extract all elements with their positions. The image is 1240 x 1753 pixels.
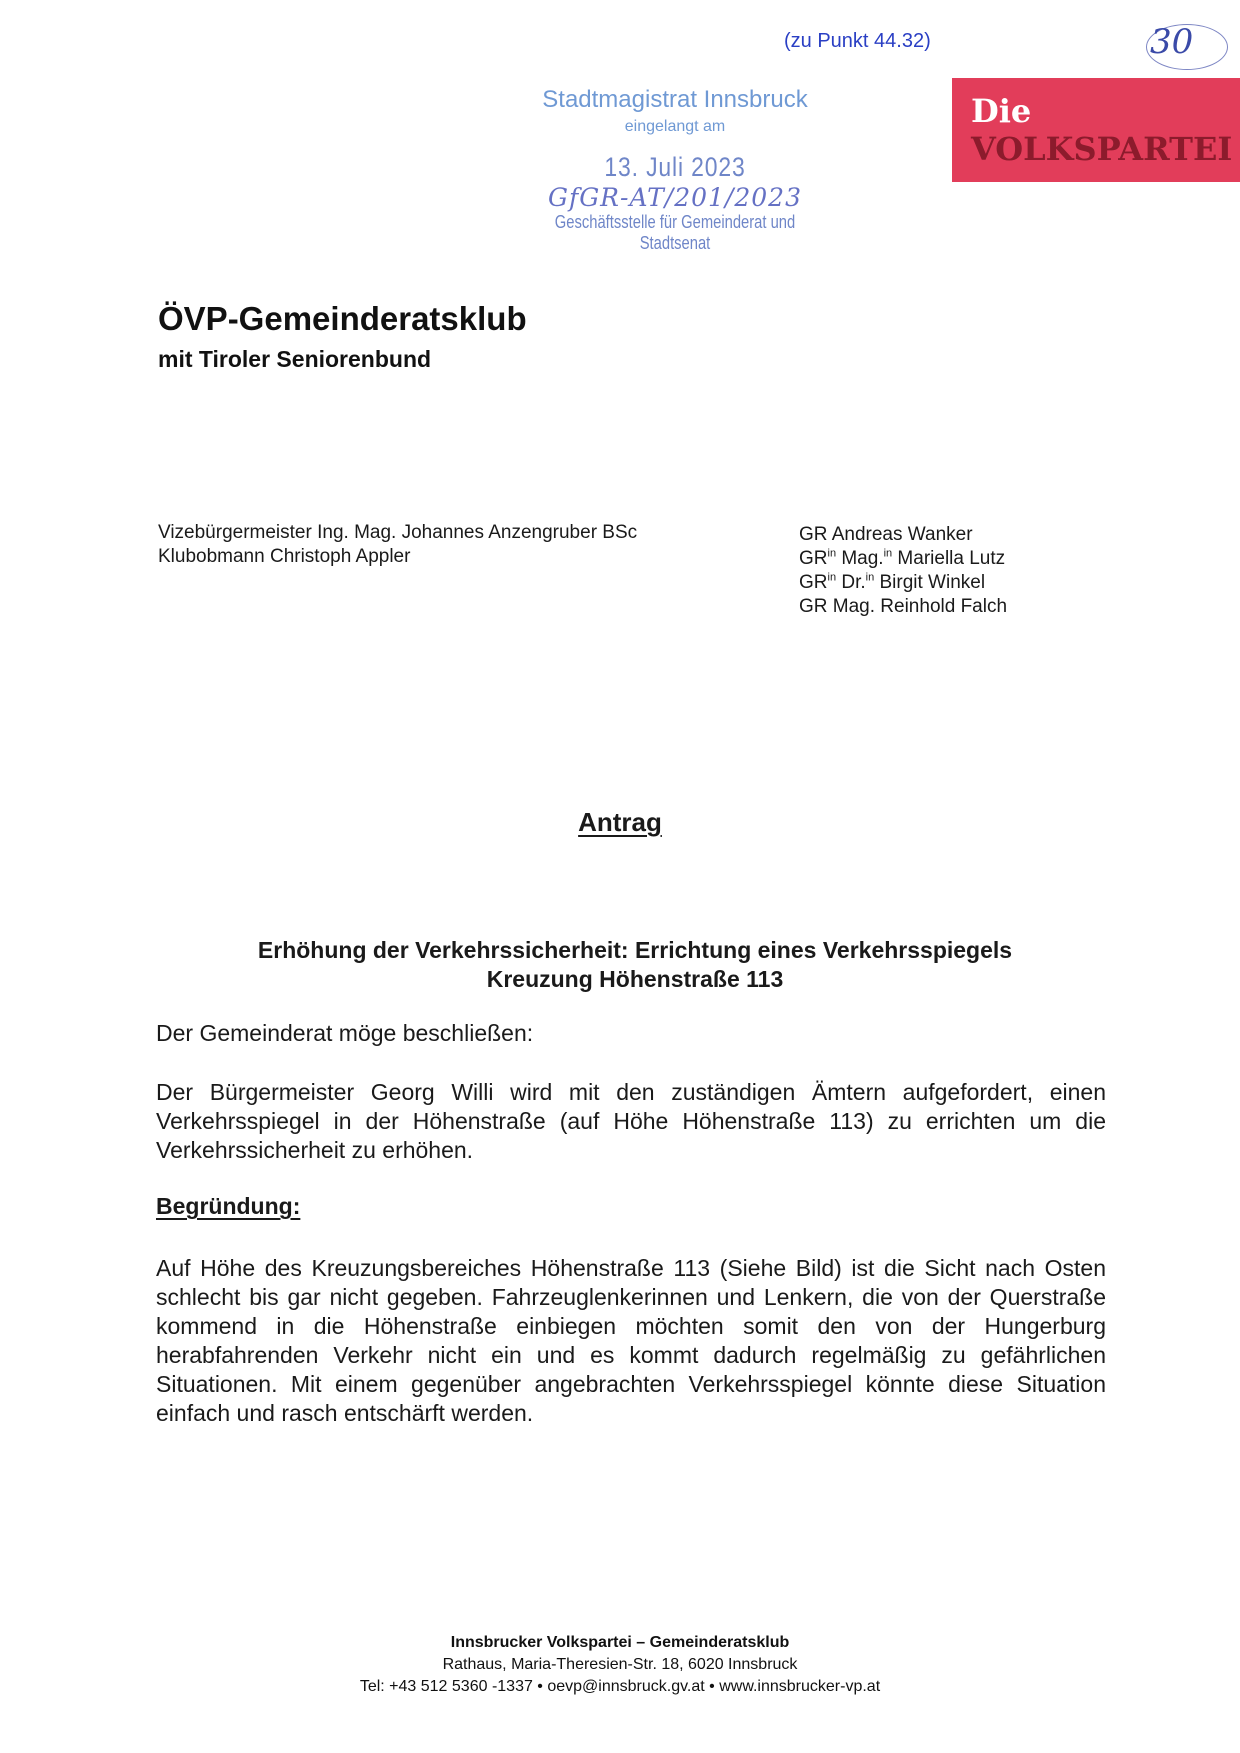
signatory: $GR^{in}$ Dr.$^{in}$ Birgit Winkel [799, 571, 986, 593]
subject-line-2: Kreuzung Höhenstraße 113 [486, 966, 784, 992]
reasoning-text: Auf Höhe des Kreuzungsbereiches Höhenstraße 113 (Siehe Bild) ist die Sicht nach Osten schlecht bis gar nicht gegeben. Fahrzeuglenkerinnen und Lenkern, die von der Querstraße kommend in die Höhenstraße einbiegen möchten somit den von der Hungerburg herabfahrenden Verkehr nicht ein und es kommt dadurch regelmäßig zu gefährlichen Situationen. Mit einem gegenüber angebrachten Verkehrsspiegel könnte diese Situation einfach und rasch entschärft werden. [156, 1255, 1106, 1426]
footer [0, 1632, 1240, 1698]
stamp-file-number: GfGR-AT/201/2023 [547, 183, 802, 212]
stamp-received-label: eingelangt am [624, 118, 726, 135]
document-type-heading: Antrag [578, 807, 662, 837]
motion-request: Der Bürgermeister Georg Willi wird mit den zuständigen Ämtern aufgefordert, einen Verkehrsspiegel in der Höhenstraße (auf Höhe Höhenstraße 113) zu errichten um die Verkehrssicherheit zu erhöhen. [156, 1079, 1106, 1163]
club-subtitle: mit Tiroler Seniorenbund [158, 346, 432, 372]
signatory: GR Andreas Wanker [799, 524, 973, 545]
stamp-department: Geschäftsstelle für Gemeinderat und Stadtsenat [554, 212, 796, 253]
signatories-right [799, 523, 1007, 619]
signatory: GR Mag. Reinhold Falch [799, 596, 1008, 617]
reference-note: (zu Punkt 44.32) [784, 30, 931, 52]
handwritten-page-number: 30 [1150, 22, 1194, 62]
signatory: $GR^{in}$ Mag.$^{in}$ Mariella Lutz [799, 547, 1006, 569]
stamp-office: Stadtmagistrat Innsbruck [542, 86, 808, 113]
motion-intro: Der Gemeinderat möge beschließen: [156, 1020, 534, 1046]
logo-line-2: VOLKSPARTEI [971, 130, 1233, 168]
reasoning-heading: Begründung: [156, 1193, 301, 1219]
signatory: Vizebürgermeister Ing. Mag. Johannes Anzengruber BSc [158, 522, 638, 543]
footer-org: Innsbrucker Volkspartei – Gemeinderatsklub [450, 1634, 790, 1651]
footer-contact: Tel: +43 512 5360 -1337 • oevp@innsbruck.gv.at • www.innsbrucker-vp.at [359, 1678, 881, 1695]
stamp-date: 13. Juli 2023 [604, 152, 746, 182]
motion-subject [120, 936, 1150, 994]
footer-address: Rathaus, Maria-Theresien-Str. 18, 6020 Innsbruck [442, 1656, 798, 1673]
signatory: Klubobmann Christoph Appler [158, 546, 411, 567]
logo-line-1: Die [971, 92, 1032, 130]
signatories-left [158, 521, 637, 569]
club-title: ÖVP-Gemeinderatsklub [158, 300, 527, 337]
subject-line-1: Erhöhung der Verkehrssicherheit: Errichtung eines Verkehrsspiegels [257, 937, 1013, 963]
party-logo [952, 78, 1240, 182]
